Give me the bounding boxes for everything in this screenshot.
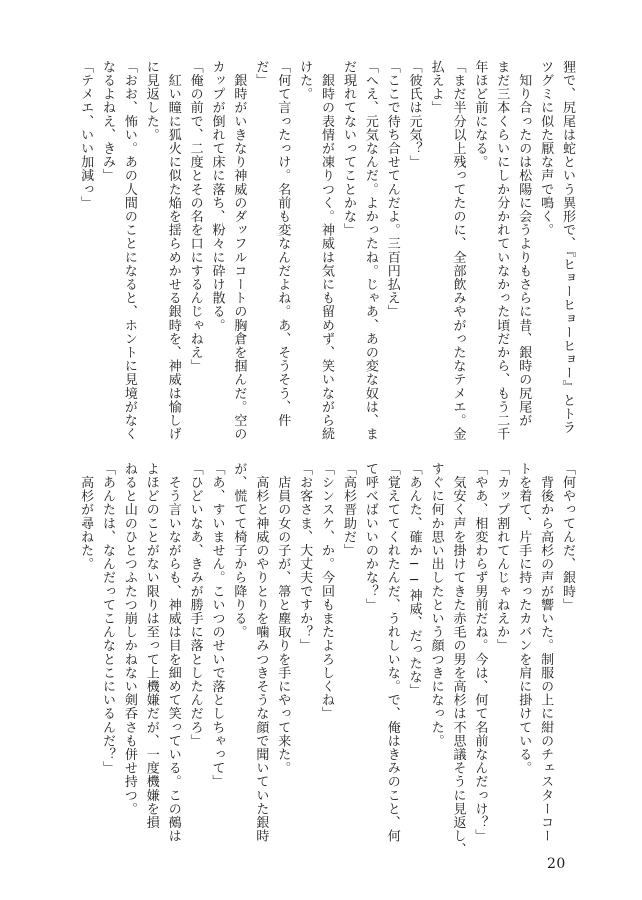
upper-text-block <box>78 60 578 441</box>
text-line: 年ほど前になる。 <box>472 60 488 169</box>
page-number: 20 <box>547 856 566 872</box>
text-line: 高杉が尋ねた。 <box>78 462 94 571</box>
text-line: 「彼氏は元気？」 <box>406 60 422 169</box>
text-line: ツグミに似た厭な声で鳴く。 <box>538 60 554 237</box>
text-line: に見返した。 <box>143 60 159 142</box>
text-line: そう言いながらも、神威は目を細めて笑っている。この鵺は <box>165 462 181 843</box>
text-line: 「カップ割れてんじゃねえか」 <box>494 462 510 653</box>
text-line: トを着て、片手に持ったカバンを肩に掛けている。 <box>516 462 532 775</box>
text-line: 「まだ半分以上残ってたのに、全部飲みやがったなテメエ。金 <box>450 60 466 441</box>
text-line: 「シンスケ、か。今回もまたよろしくね」 <box>319 462 335 721</box>
text-line: 「何やってんだ、銀時」 <box>560 462 575 612</box>
text-line: 払えよ」 <box>428 60 444 115</box>
text-line: 「何て言ったっけ。名前も変なんだよね。あ、そうそう、件 <box>275 60 291 428</box>
text-line: て呼べばいいのかな？」 <box>362 462 378 612</box>
text-line: 「あんたは、なんだってこんなとこにいるんだ？」 <box>99 462 115 775</box>
text-line: 「ここで待ち合せてんだよ。三百円払え」 <box>384 60 400 319</box>
text-line: カップが倒れて床に落ち、粉々に砕け散る。 <box>209 60 225 332</box>
text-line: すぐに何か思い出したという顔つきになった。 <box>428 462 444 748</box>
text-line: 銀時の表情が凍りつく。神威は気にも留めず、笑いながら続 <box>319 60 335 441</box>
text-line: 「ひどいなあ、きみが勝手に落としたんだろ」 <box>187 462 203 748</box>
text-line: 「高杉晋助だ」 <box>340 462 356 558</box>
text-line: 「へえ、元気なんだ。よかったね。じゃあ、あの変な奴は、ま <box>362 60 378 441</box>
text-line: が、慌てて椅子から降りる。 <box>231 462 247 639</box>
text-line: 気安く声を掛けてきた赤毛の男を高杉は不思議そうに見返し、 <box>450 462 466 857</box>
text-line: 狸で、尻尾は蛇という異形で、『ヒョーヒョーヒョー』とトラ <box>560 60 575 435</box>
lower-text-block <box>78 462 578 857</box>
text-line: まだ三本くらいにしか分かれていなかった頃だから、もう二千 <box>494 60 510 441</box>
text-line: よほどのことがない限りは至って上機嫌だが、一度機嫌を損 <box>143 462 159 830</box>
text-line: 知り合ったのは松陽に会うよりもさらに昔、銀時の尻尾が <box>516 60 532 428</box>
text-line: 背後から高杉の声が響いた。制服の上に紺のチェスターコー <box>538 462 554 843</box>
text-line: だ」 <box>253 60 269 88</box>
text-line: 「テメエ、いい加減っ」 <box>78 60 94 210</box>
text-line: なるよねえ、きみ」 <box>99 60 115 183</box>
text-line: 銀時がいきなり神威のダッフルコートの胸倉を掴んだ。空の <box>231 60 247 441</box>
text-line: 「あんた、確か──神威、だったな」 <box>406 462 422 698</box>
text-line: 「覚えててくれたんだ、うれしいな。で、俺はきみのこと、何 <box>384 462 400 843</box>
text-line: ねると山のひとつふたつ崩しかねない剣呑さも併せ持つ。 <box>121 462 137 816</box>
text-line: 「やあ、相変わらず男前だね。今は、何て名前なんだっけ？」 <box>472 462 488 843</box>
text-line: 「お客さま、大丈夫ですか？」 <box>297 462 313 653</box>
text-line: 紅い瞳に狐火に似た焔を揺らめかせる銀時を、神威は愉しげ <box>165 60 181 441</box>
text-line: 「おお、怖い。あの人間のことになると、ホントに見境がなく <box>121 60 137 441</box>
text-line: 店員の女の子が、箒と塵取りを手にやって来た。 <box>275 462 291 775</box>
text-line: 高杉と神威のやりとりを噛みつきそうな顔で聞いていた銀時 <box>253 462 269 843</box>
text-line: 「俺の前で、二度とその名を口にするんじゃねえ」 <box>187 60 203 373</box>
text-line: だ現れてないってことかな」 <box>340 60 356 237</box>
text-line: 「あ、すいません。こいつのせいで落としちゃって」 <box>209 462 225 789</box>
text-line: けた。 <box>297 60 313 101</box>
